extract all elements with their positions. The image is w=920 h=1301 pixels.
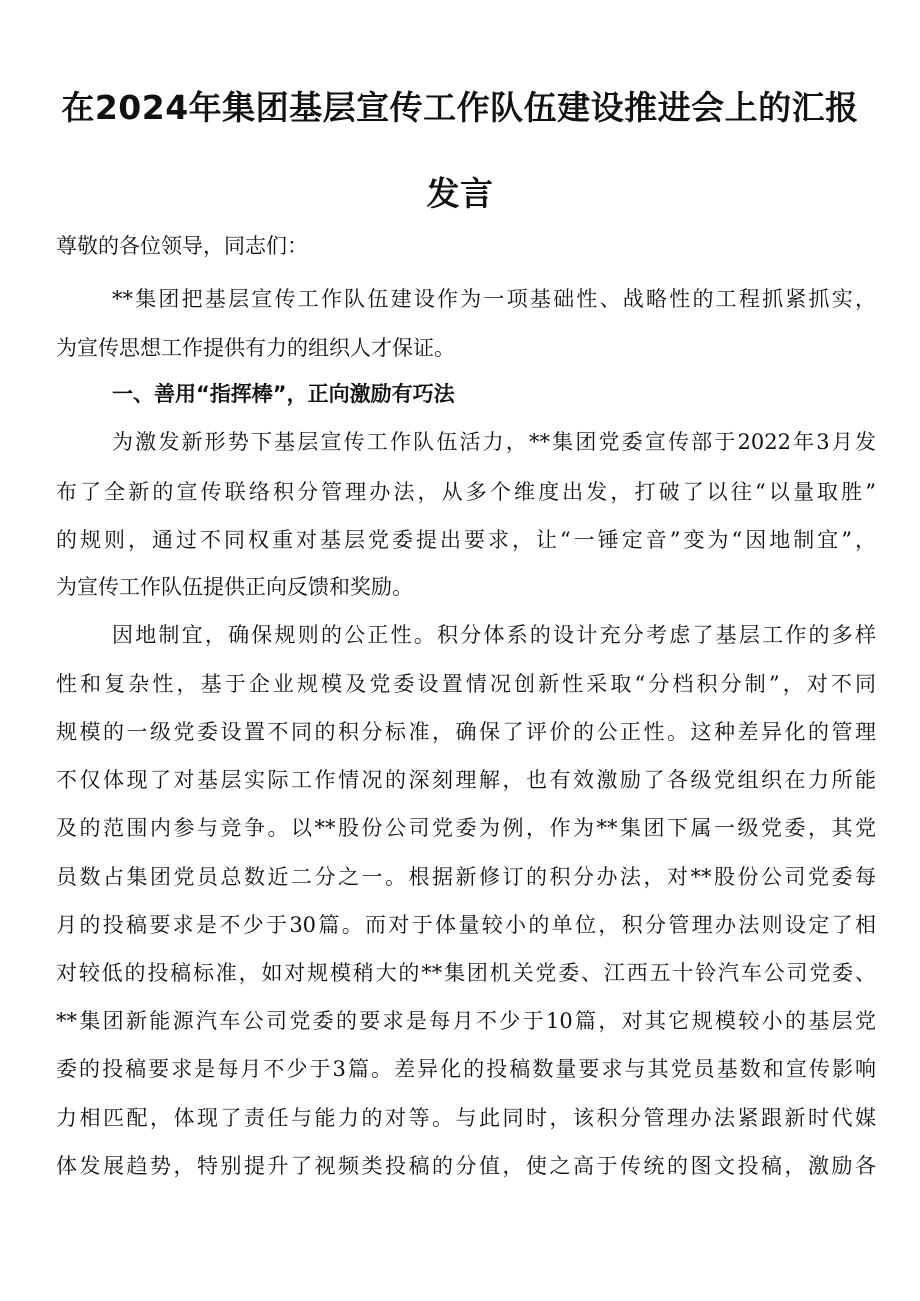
paragraph-line: 员数占集团党员总数近二分之一。根据新修订的积分办法，对**股份公司党委每 xyxy=(56,865,876,889)
paragraph-line: 为宣传工作队伍提供正向反馈和奖励。 xyxy=(56,575,413,599)
paragraph-line: 月的投稿要求是不少于30篇。而对于体量较小的单位，积分管理办法则设定了相 xyxy=(56,913,876,937)
paragraph-line: 力相匹配，体现了责任与能力的对等。与此同时，该积分管理办法紧跟新时代媒 xyxy=(56,1106,876,1130)
paragraph-line: 不仅体现了对基层实际工作情况的深刻理解，也有效激励了各级党组织在力所能 xyxy=(56,768,876,792)
document-title-line-1: 在2024年集团基层宣传工作队伍建设推进会上的汇报 xyxy=(61,88,859,127)
paragraph-line: 的规则，通过不同权重对基层党委提出要求，让“一锤定音”变为“因地制宜”， xyxy=(56,528,876,552)
paragraph-line: 对较低的投稿标准，如对规模稍大的**集团机关党委、江西五十铃汽车公司党委、 xyxy=(56,961,876,985)
paragraph-line: 规模的一级党委设置不同的积分标准，确保了评价的公正性。这种差异化的管理 xyxy=(56,720,876,744)
paragraph-line: 布了全新的宣传联络积分管理办法，从多个维度出发，打破了以往“以量取胜” xyxy=(56,480,876,504)
paragraph-line: 及的范围内参与竞争。以**股份公司党委为例，作为**集团下属一级党委，其党 xyxy=(56,816,876,840)
paragraph-line: 体发展趋势，特别提升了视频类投稿的分值，使之高于传统的图文投稿，激励各 xyxy=(56,1154,876,1178)
paragraph-line: **集团新能源汽车公司党委的要求是每月不少于10篇，对其它规模较小的基层党 xyxy=(56,1009,876,1033)
paragraph-line: 性和复杂性，基于企业规模及党委设置情况创新性采取“分档积分制”，对不同 xyxy=(56,672,876,696)
paragraph-line: 为激发新形势下基层宣传工作队伍活力，**集团党委宣传部于2022年3月发 xyxy=(112,430,876,454)
paragraph-line: 为宣传思想工作提供有力的组织人才保证。 xyxy=(56,336,455,360)
document-title-line-2: 发言 xyxy=(426,174,494,213)
section-heading: 一、善用“指挥棒”，正向激励有巧法 xyxy=(112,382,455,406)
paragraph-line: 因地制宜，确保规则的公正性。积分体系的设计充分考虑了基层工作的多样 xyxy=(112,623,876,647)
paragraph-line: **集团把基层宣传工作队伍建设作为一项基础性、战略性的工程抓紧抓实， xyxy=(112,287,876,311)
paragraph-line: 委的投稿要求是每月不少于3篇。差异化的投稿数量要求与其党员基数和宣传影响 xyxy=(56,1057,876,1081)
salutation: 尊敬的各位领导，同志们： xyxy=(56,234,308,258)
